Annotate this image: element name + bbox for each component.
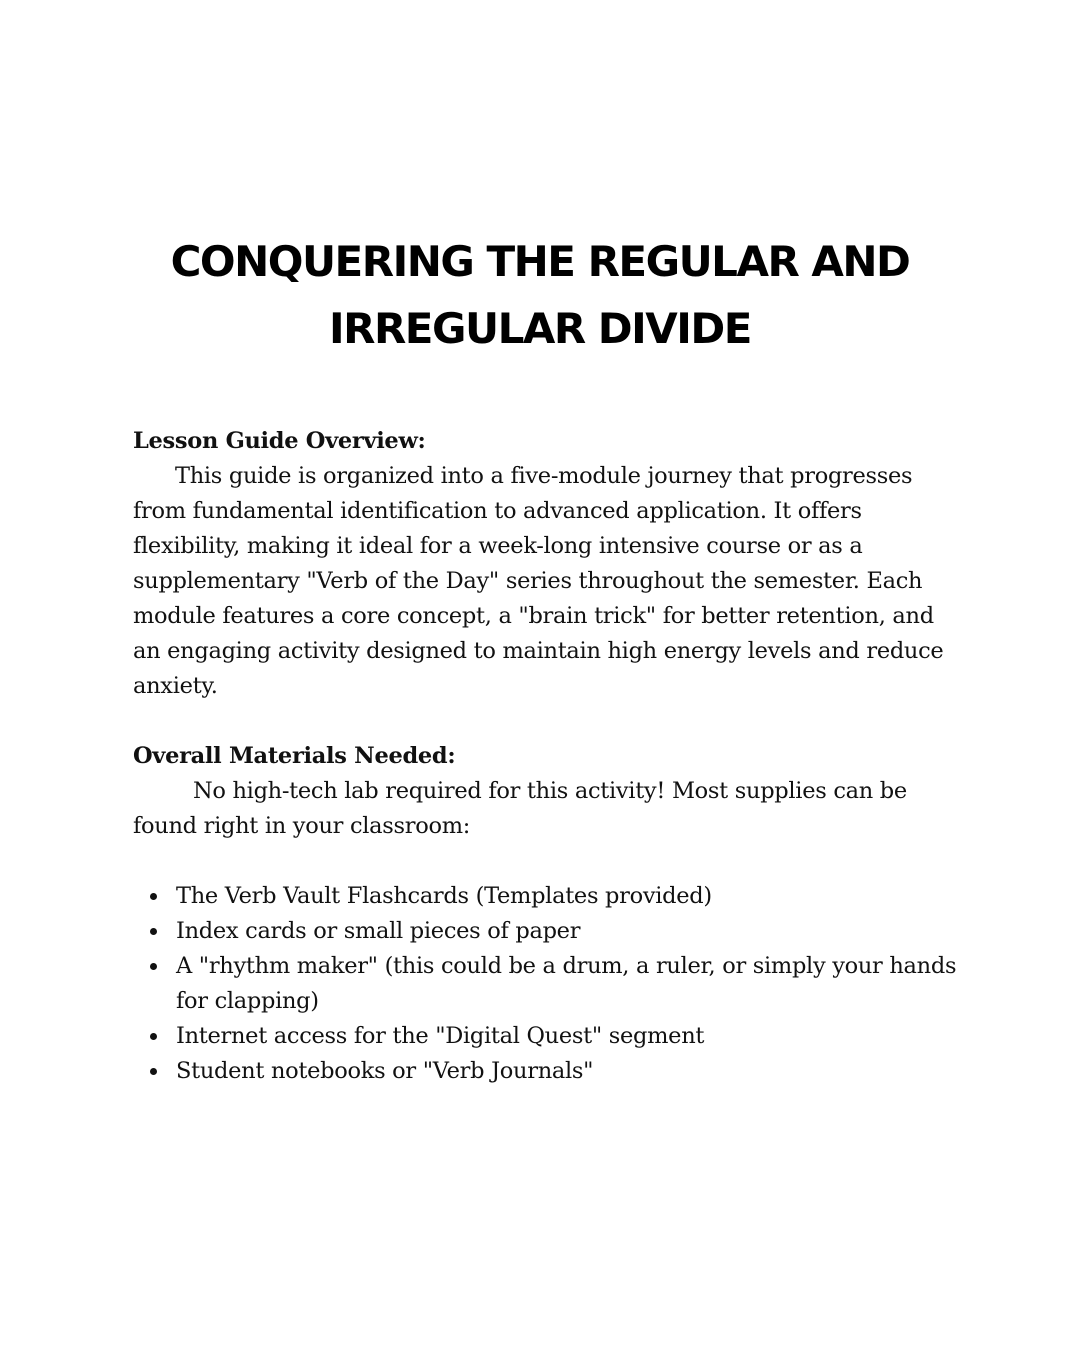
bullet-icon bbox=[150, 963, 157, 970]
materials-heading: Overall Materials Needed: bbox=[133, 743, 456, 769]
bullet-icon bbox=[150, 1068, 157, 1075]
materials-section bbox=[133, 739, 963, 1089]
list-item bbox=[176, 879, 963, 914]
list-item-text: Student notebooks or "Verb Journals" bbox=[176, 1058, 594, 1084]
list-item-text: A "rhythm maker" (this could be a drum, a ruler, or simply your hands for clapping) bbox=[176, 953, 957, 1014]
list-item-text: Index cards or small pieces of paper bbox=[176, 918, 581, 944]
list-item-text: The Verb Vault Flashcards (Templates provided) bbox=[176, 883, 712, 909]
bullet-icon bbox=[150, 1033, 157, 1040]
bullet-icon bbox=[150, 893, 157, 900]
materials-intro: No high-tech lab required for this activity! Most supplies can be found right in your classroom: bbox=[133, 778, 907, 839]
overview-section bbox=[133, 424, 963, 704]
list-item bbox=[176, 1019, 963, 1054]
list-spacer bbox=[133, 844, 963, 879]
list-item-text: Internet access for the "Digital Quest" segment bbox=[176, 1023, 705, 1049]
bullet-icon bbox=[150, 928, 157, 935]
overview-heading: Lesson Guide Overview: bbox=[133, 428, 426, 454]
list-item bbox=[176, 914, 963, 949]
section-spacer bbox=[133, 704, 963, 739]
list-item bbox=[176, 1054, 963, 1089]
materials-list bbox=[133, 879, 963, 1089]
page-title bbox=[120, 228, 960, 362]
title-line-2: IRREGULAR DIVIDE bbox=[329, 304, 751, 353]
document-body bbox=[133, 424, 963, 1089]
title-line-1: CONQUERING THE REGULAR AND bbox=[170, 237, 910, 286]
list-item bbox=[176, 949, 963, 1019]
overview-paragraph: This guide is organized into a five-module journey that progresses from fundamental identification to advanced application. It offers flexibility, making it ideal for a week-long intensive course or as a supplementary "Verb of the Day" series throughout the semester. Each module features a core concept, a "brain trick" for better retention, and an engaging activity designed to maintain high energy levels and reduce anxiety. bbox=[133, 463, 944, 699]
